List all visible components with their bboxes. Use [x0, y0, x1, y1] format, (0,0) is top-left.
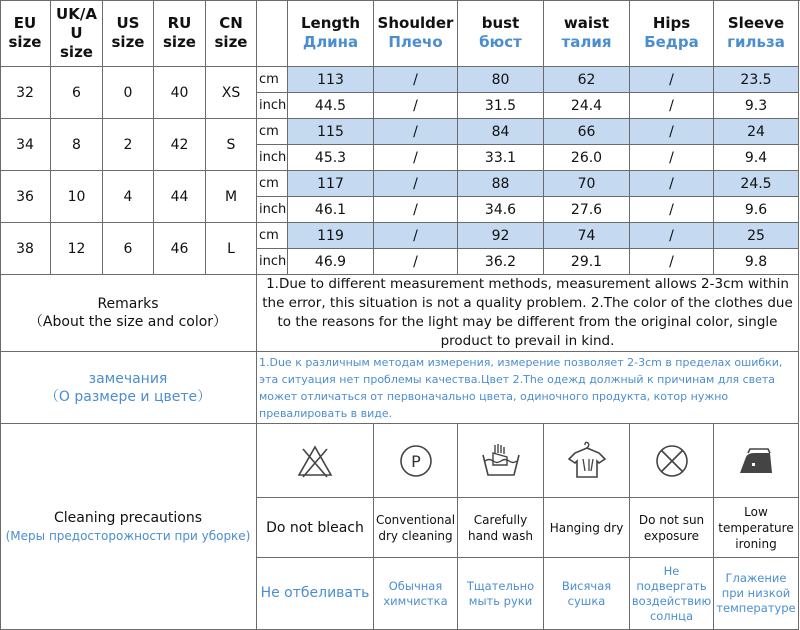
- size-us-cell: [103, 223, 154, 275]
- unit-cell: [257, 93, 288, 119]
- dry-clean-p-icon: [396, 441, 436, 481]
- care-icon-cell: [714, 424, 799, 498]
- measure-length-cell: [288, 119, 374, 145]
- header-ru-label: RU size: [163, 14, 196, 51]
- header-eu: [0, 0, 51, 67]
- low-iron-icon: [734, 441, 778, 481]
- measure-length-value: 115: [317, 123, 344, 140]
- measure-shoulder-cell: [374, 171, 458, 197]
- measure-length-value: 113: [317, 71, 344, 88]
- measure-bust-cell: [458, 119, 544, 145]
- care-label-en: Hanging dry: [549, 520, 624, 535]
- cleaning-label: [0, 424, 257, 630]
- header-hips-en: Hips: [652, 14, 691, 32]
- hand-wash-icon: [479, 441, 523, 481]
- measure-bust-value: 80: [491, 71, 510, 88]
- care-label-en: Do not sun exposure: [638, 512, 705, 543]
- measure-sleeve-value: 9.8: [744, 253, 768, 270]
- measure-sleeve-value: 24: [747, 123, 765, 140]
- remarks-text: 1.Due to different measurement methods, measurement allows 2-3cm within the error, this situation is not a quality problem. 2.The color of the clothes due to the reasons for the light may be different from the original color, single product to prevail in kind.: [262, 276, 793, 349]
- measure-waist-value: 24.4: [570, 97, 603, 114]
- measure-sleeve-value: 24.5: [740, 175, 772, 192]
- header-hips: [630, 0, 714, 67]
- measure-shoulder-cell: [374, 67, 458, 93]
- measure-sleeve-cell: [714, 171, 799, 197]
- remarks-subtitle-ru: （О размере и цвете）: [44, 388, 212, 405]
- header-uk-line1: UK/A: [56, 4, 97, 23]
- measure-shoulder-cell: [374, 197, 458, 223]
- measure-length-cell: [288, 67, 374, 93]
- measure-waist-cell: [544, 67, 630, 93]
- size-us-cell: [103, 119, 154, 171]
- size-ru-value: 44: [170, 188, 189, 205]
- size-cn-value: L: [227, 240, 235, 257]
- header-shoulder-en: Shoulder: [377, 14, 454, 32]
- measure-length-cell: [288, 93, 374, 119]
- measure-length-value: 117: [317, 175, 344, 192]
- measure-hips-cell: [630, 93, 714, 119]
- cleaning-title: Cleaning precautions: [53, 509, 203, 526]
- measure-shoulder-value: /: [413, 97, 418, 114]
- measure-length-value: 46.1: [314, 201, 347, 218]
- care-label-cell: [257, 498, 374, 558]
- care-icon-cell: [630, 424, 714, 498]
- care-label-ru: Глажение при низкой температуре: [716, 571, 796, 615]
- unit-label: inch: [259, 254, 287, 269]
- measure-hips-value: /: [669, 227, 674, 244]
- size-us-cell: [103, 67, 154, 119]
- measure-waist-cell: [544, 197, 630, 223]
- size-cn-value: XS: [221, 84, 241, 101]
- measure-shoulder-value: /: [413, 253, 418, 270]
- measure-hips-value: /: [669, 97, 674, 114]
- care-label-ru-cell: [374, 558, 458, 630]
- measure-length-cell: [288, 249, 374, 275]
- size-eu-value: 34: [16, 136, 34, 153]
- measure-shoulder-cell: [374, 93, 458, 119]
- header-ru: [154, 0, 206, 67]
- care-label-ru-cell: [544, 558, 630, 630]
- measure-hips-cell: [630, 145, 714, 171]
- size-uk-value: 8: [72, 136, 81, 153]
- care-icon-cell: [544, 424, 630, 498]
- unit-cell: [257, 171, 288, 197]
- measure-bust-cell: [458, 223, 544, 249]
- remarks-subtitle: （About the size and color）: [28, 314, 228, 330]
- care-label-ru: Обычная химчистка: [383, 578, 448, 608]
- measure-bust-value: 33.1: [484, 149, 517, 166]
- measure-shoulder-value: /: [413, 175, 418, 192]
- remarks-title-ru: замечания: [88, 370, 168, 387]
- size-ru-cell: [154, 171, 206, 223]
- measure-bust-cell: [458, 67, 544, 93]
- care-label-cell: [544, 498, 630, 558]
- measure-bust-value: 34.6: [484, 201, 517, 218]
- care-label-ru: Висячая сушка: [561, 578, 612, 608]
- unit-cell: [257, 145, 288, 171]
- measure-bust-value: 84: [491, 123, 510, 140]
- header-waist-ru: талия: [561, 33, 612, 51]
- measure-sleeve-value: 9.4: [744, 149, 768, 166]
- measure-hips-value: /: [669, 71, 674, 88]
- measure-sleeve-value: 9.6: [744, 201, 768, 218]
- unit-label: cm: [259, 228, 279, 243]
- remarks-text-en: [257, 275, 799, 352]
- size-ru-value: 46: [170, 240, 189, 257]
- measure-bust-value: 92: [491, 227, 510, 244]
- measure-waist-cell: [544, 171, 630, 197]
- measure-waist-value: 27.6: [570, 201, 603, 218]
- unit-cell: [257, 223, 288, 249]
- unit-cell: [257, 249, 288, 275]
- header-shoulder: [374, 0, 458, 67]
- size-uk-value: 6: [72, 84, 81, 101]
- care-icon-cell: [374, 424, 458, 498]
- unit-label: inch: [259, 150, 287, 165]
- unit-cell: [257, 67, 288, 93]
- care-label-en: Low temperature ironing: [718, 504, 794, 551]
- remarks-title: Remarks: [97, 296, 159, 312]
- measure-sleeve-value: 23.5: [740, 71, 772, 88]
- care-label-en: Carefully hand wash: [467, 512, 534, 543]
- svg-text:P: P: [410, 451, 421, 471]
- header-bust-ru: бюст: [479, 33, 522, 51]
- no-tumble-dry-icon: [652, 441, 692, 481]
- care-label-cell: [374, 498, 458, 558]
- measure-hips-value: /: [669, 253, 674, 270]
- care-label-cell: [714, 498, 799, 558]
- hanging-dry-icon: [565, 441, 609, 481]
- measure-shoulder-cell: [374, 145, 458, 171]
- care-label-cell: [458, 498, 544, 558]
- care-label-ru-cell: [458, 558, 544, 630]
- care-label-ru: Не подвергать воздействию солнца: [631, 563, 712, 623]
- size-ru-cell: [154, 119, 206, 171]
- unit-cell: [257, 197, 288, 223]
- measure-waist-value: 66: [577, 123, 596, 140]
- measure-sleeve-cell: [714, 197, 799, 223]
- size-us-value: 4: [123, 188, 133, 205]
- size-ru-value: 40: [170, 84, 189, 101]
- size-cn-value: M: [224, 188, 238, 205]
- measure-sleeve-cell: [714, 145, 799, 171]
- measure-sleeve-cell: [714, 119, 799, 145]
- size-ru-value: 42: [170, 136, 189, 153]
- measure-bust-value: 88: [491, 175, 510, 192]
- care-icon-cell: [458, 424, 544, 498]
- measure-bust-cell: [458, 249, 544, 275]
- size-uk-value: 12: [67, 240, 86, 257]
- unit-label: cm: [259, 124, 279, 139]
- measure-hips-value: /: [669, 149, 674, 166]
- header-us-label: US size: [111, 14, 145, 51]
- measure-shoulder-value: /: [413, 149, 418, 166]
- header-bust-en: bust: [481, 14, 520, 32]
- measure-sleeve-value: 25: [747, 227, 765, 244]
- care-label-en: Conventional dry cleaning: [375, 512, 456, 543]
- header-sleeve-ru: гильза: [727, 33, 785, 51]
- care-label-cell: [630, 498, 714, 558]
- measure-length-cell: [288, 145, 374, 171]
- size-uk-cell: [51, 67, 103, 119]
- size-ru-cell: [154, 67, 206, 119]
- size-cn-value: S: [226, 136, 236, 153]
- measure-shoulder-value: /: [413, 71, 418, 88]
- size-us-value: 2: [123, 136, 133, 153]
- size-cn-cell: [206, 67, 257, 119]
- size-cn-cell: [206, 171, 257, 223]
- measure-length-cell: [288, 223, 374, 249]
- care-label-ru-cell: [630, 558, 714, 630]
- header-unit-blank: [257, 0, 288, 67]
- measure-waist-cell: [544, 249, 630, 275]
- size-eu-cell: [0, 119, 51, 171]
- measure-shoulder-cell: [374, 223, 458, 249]
- measure-waist-cell: [544, 223, 630, 249]
- unit-label: inch: [259, 98, 287, 113]
- remarks-text-ru-cell: [257, 352, 799, 424]
- measure-bust-value: 36.2: [484, 253, 517, 270]
- measure-shoulder-value: /: [413, 123, 418, 140]
- size-us-value: 0: [123, 84, 133, 101]
- no-bleach-icon: [295, 441, 335, 481]
- header-bust: [458, 0, 544, 67]
- size-eu-value: 36: [16, 188, 34, 205]
- remarks-text-ru: 1.Due к различным методам измерения, измерение позволяет 2-3cm в пределах ошибки, эта ситуация нет проблемы качества.Цвет 2.The одежд должный к причинам для света может отличаться от первоначально цвета, одиночного продукта, котор нужно превалировать в виде.: [259, 355, 783, 420]
- size-uk-value: 10: [67, 188, 86, 205]
- measure-bust-cell: [458, 93, 544, 119]
- measure-shoulder-value: /: [413, 201, 418, 218]
- size-eu-cell: [0, 67, 51, 119]
- measure-hips-cell: [630, 197, 714, 223]
- measure-waist-value: 62: [577, 71, 596, 88]
- header-sleeve-en: Sleeve: [727, 14, 785, 32]
- measure-hips-cell: [630, 67, 714, 93]
- measure-waist-value: 26.0: [570, 149, 603, 166]
- size-uk-cell: [51, 223, 103, 275]
- care-label-ru: Тщательно мыть руки: [466, 578, 535, 608]
- measure-waist-value: 29.1: [570, 253, 603, 270]
- care-icon-cell: [257, 424, 374, 498]
- header-waist: [544, 0, 630, 67]
- measure-length-value: 45.3: [314, 149, 347, 166]
- measure-waist-cell: [544, 119, 630, 145]
- measure-sleeve-value: 9.3: [744, 97, 768, 114]
- size-cn-cell: [206, 223, 257, 275]
- measure-waist-value: 74: [577, 227, 596, 244]
- remarks-label: [0, 275, 257, 352]
- measure-hips-value: /: [669, 123, 674, 140]
- measure-hips-value: /: [669, 201, 674, 218]
- size-uk-cell: [51, 119, 103, 171]
- measure-waist-cell: [544, 93, 630, 119]
- measure-hips-cell: [630, 249, 714, 275]
- header-us: [103, 0, 154, 67]
- size-us-value: 6: [123, 240, 133, 257]
- unit-label: cm: [259, 176, 279, 191]
- measure-bust-cell: [458, 171, 544, 197]
- header-hips-ru: Бедра: [644, 33, 699, 51]
- measure-sleeve-cell: [714, 67, 799, 93]
- header-uk: [51, 0, 103, 67]
- measure-shoulder-cell: [374, 119, 458, 145]
- size-cn-cell: [206, 119, 257, 171]
- size-eu-value: 32: [16, 84, 34, 101]
- measure-bust-value: 31.5: [484, 97, 517, 114]
- measure-bust-cell: [458, 145, 544, 171]
- measure-bust-cell: [458, 197, 544, 223]
- measure-length-value: 119: [317, 227, 344, 244]
- header-length-en: Length: [301, 14, 360, 32]
- measure-waist-value: 70: [577, 175, 596, 192]
- measure-sleeve-cell: [714, 93, 799, 119]
- care-label-en: Do not bleach: [266, 519, 364, 536]
- size-eu-value: 38: [16, 240, 34, 257]
- header-cn: [206, 0, 257, 67]
- care-label-ru-cell: [714, 558, 799, 630]
- header-uk-line2: U size: [60, 23, 93, 61]
- care-label-ru-cell: [257, 558, 374, 630]
- cleaning-subtitle-ru: (Меры предосторожности при уборке): [5, 528, 251, 543]
- header-length-ru: Длина: [302, 33, 359, 51]
- measure-hips-value: /: [669, 175, 674, 192]
- header-length: [288, 0, 374, 67]
- measure-shoulder-value: /: [413, 227, 418, 244]
- size-us-cell: [103, 171, 154, 223]
- care-label-ru: Не отбеливать: [260, 585, 370, 601]
- measure-length-value: 44.5: [314, 97, 347, 114]
- header-waist-en: waist: [563, 14, 610, 32]
- measure-length-cell: [288, 171, 374, 197]
- measure-sleeve-cell: [714, 249, 799, 275]
- measure-sleeve-cell: [714, 223, 799, 249]
- measure-waist-cell: [544, 145, 630, 171]
- header-shoulder-ru: Плечо: [388, 33, 443, 51]
- measure-shoulder-cell: [374, 249, 458, 275]
- remarks-label-ru: [0, 352, 257, 424]
- header-sleeve: [714, 0, 799, 67]
- size-eu-cell: [0, 171, 51, 223]
- header-eu-label: EU size: [8, 14, 42, 51]
- size-eu-cell: [0, 223, 51, 275]
- measure-hips-cell: [630, 171, 714, 197]
- unit-label: inch: [259, 202, 287, 217]
- unit-cell: [257, 119, 288, 145]
- unit-label: cm: [259, 72, 279, 87]
- size-ru-cell: [154, 223, 206, 275]
- measure-length-value: 46.9: [314, 253, 347, 270]
- header-cn-label: CN size: [214, 14, 248, 51]
- measure-length-cell: [288, 197, 374, 223]
- size-uk-cell: [51, 171, 103, 223]
- measure-hips-cell: [630, 119, 714, 145]
- measure-hips-cell: [630, 223, 714, 249]
